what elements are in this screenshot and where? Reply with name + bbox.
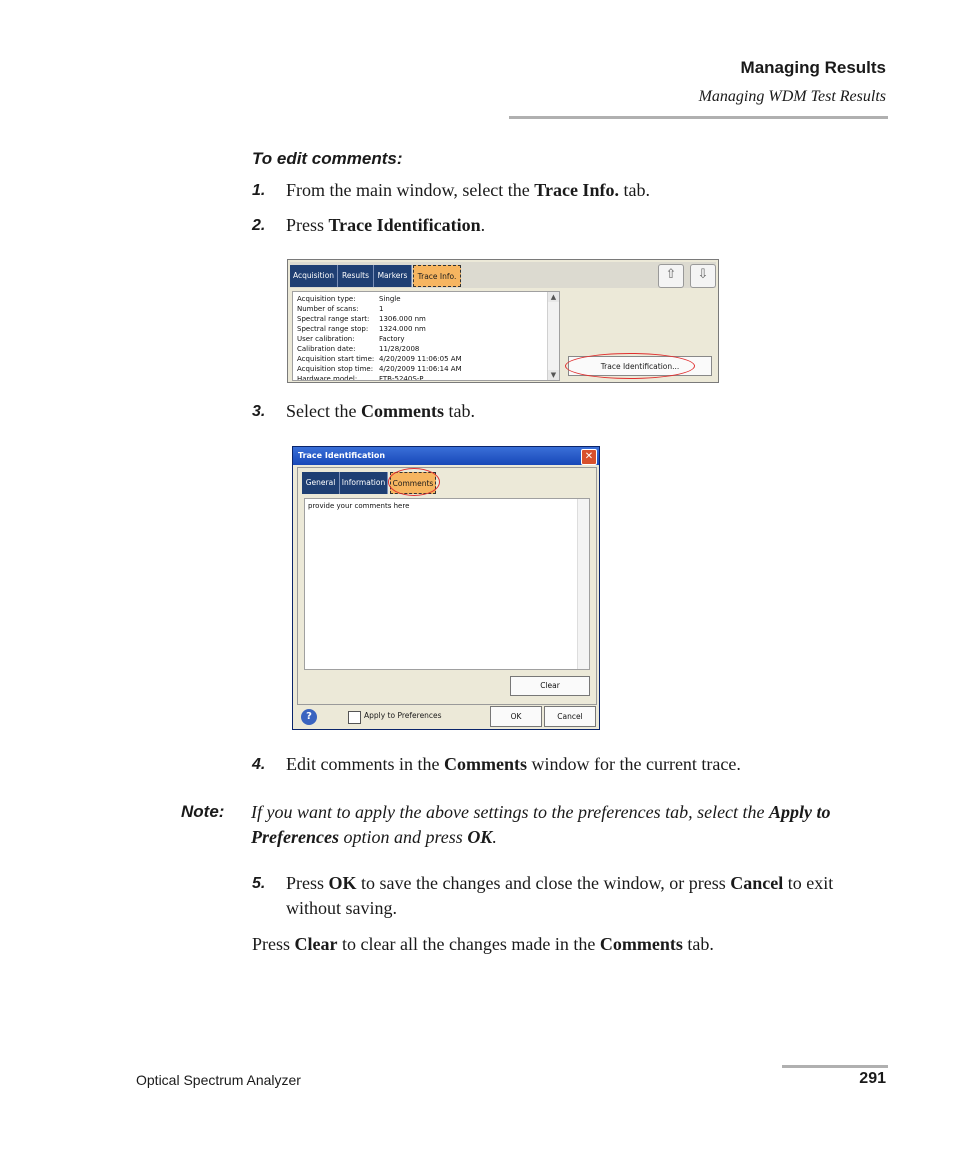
info-row: Number of scans: 1: [297, 305, 384, 313]
dialog-panel: [297, 467, 597, 705]
clear-instruction-paragraph: Press Clear to clear all the changes made in the Comments tab.: [252, 934, 714, 954]
highlight-oval: [388, 468, 440, 496]
scrollbar-down-icon[interactable]: ▼: [548, 370, 559, 380]
info-row: Hardware model: FTB-5240S-P: [297, 375, 424, 381]
step-3-number: 3.: [252, 403, 266, 420]
scrollbar-up-icon[interactable]: ▲: [548, 292, 559, 302]
step-3-text: Select the Comments tab.: [286, 401, 475, 421]
trace-identification-button[interactable]: Trace Identification...: [568, 356, 712, 376]
running-header-subtitle: Managing WDM Test Results: [698, 88, 886, 105]
note-label: Note:: [181, 802, 225, 821]
note-text: If you want to apply the above settings to the preferences tab, select the Apply to Preferences option and press OK.: [251, 802, 831, 847]
trace-info-list: [292, 291, 560, 381]
apply-preferences-label: Apply to Preferences: [364, 711, 442, 720]
trace-info-screenshot: [287, 259, 719, 383]
tab-general[interactable]: General: [302, 472, 340, 494]
info-row: Spectral range start: 1306.000 nm: [297, 315, 426, 323]
main-tab-bar: [290, 262, 716, 288]
tab-results[interactable]: Results: [338, 265, 374, 287]
dialog-title: Trace Identification: [293, 447, 599, 465]
info-scrollbar[interactable]: [547, 292, 559, 380]
step-5-text: Press OK to save the changes and close the window, or press Cancel to exit without saving.: [286, 873, 834, 918]
help-icon[interactable]: ?: [301, 709, 317, 725]
scroll-up-arrow-icon[interactable]: ⇧: [658, 264, 684, 288]
highlight-oval: [565, 353, 695, 379]
step-1-text: From the main window, select the Trace Info. tab.: [286, 180, 650, 200]
step-1-number: 1.: [252, 182, 266, 199]
step-4-text: Edit comments in the Comments window for the current trace.: [286, 754, 741, 774]
clear-button[interactable]: Clear: [510, 676, 590, 696]
header-rule: [509, 116, 888, 119]
cancel-button[interactable]: Cancel: [544, 706, 596, 727]
step-4-number: 4.: [252, 756, 266, 773]
tab-markers[interactable]: Markers: [374, 265, 412, 287]
scroll-down-arrow-icon[interactable]: ⇩: [690, 264, 716, 288]
comments-scrollbar[interactable]: [577, 499, 589, 669]
step-5-number: 5.: [252, 875, 266, 892]
info-row: Acquisition start time: 4/20/2009 11:06:05 AM: [297, 355, 462, 363]
tab-comments[interactable]: Comments: [390, 472, 436, 494]
footer-rule: [782, 1065, 888, 1068]
apply-preferences-checkbox[interactable]: [348, 711, 361, 724]
footer-product-name: Optical Spectrum Analyzer: [136, 1072, 301, 1088]
tab-information[interactable]: Information: [340, 472, 388, 494]
comments-textarea[interactable]: [304, 498, 590, 670]
info-row: Calibration date: 11/28/2008: [297, 345, 420, 353]
info-row: Acquisition type: Single: [297, 295, 401, 303]
ok-button[interactable]: OK: [490, 706, 542, 727]
close-icon[interactable]: ✕: [581, 449, 597, 465]
running-header-title: Managing Results: [740, 58, 886, 77]
comments-placeholder: provide your comments here: [308, 502, 410, 510]
procedure-title: To edit comments:: [252, 149, 403, 168]
tab-trace-info[interactable]: Trace Info.: [413, 265, 461, 287]
step-2-number: 2.: [252, 217, 266, 234]
info-row: Spectral range stop: 1324.000 nm: [297, 325, 426, 333]
info-row: User calibration: Factory: [297, 335, 405, 343]
info-row: Acquisition stop time: 4/20/2009 11:06:14 AM: [297, 365, 462, 373]
tab-acquisition[interactable]: Acquisition: [290, 265, 338, 287]
page-number: 291: [859, 1070, 886, 1087]
step-2-text: Press Trace Identification.: [286, 215, 486, 235]
trace-identification-dialog: [292, 446, 600, 730]
